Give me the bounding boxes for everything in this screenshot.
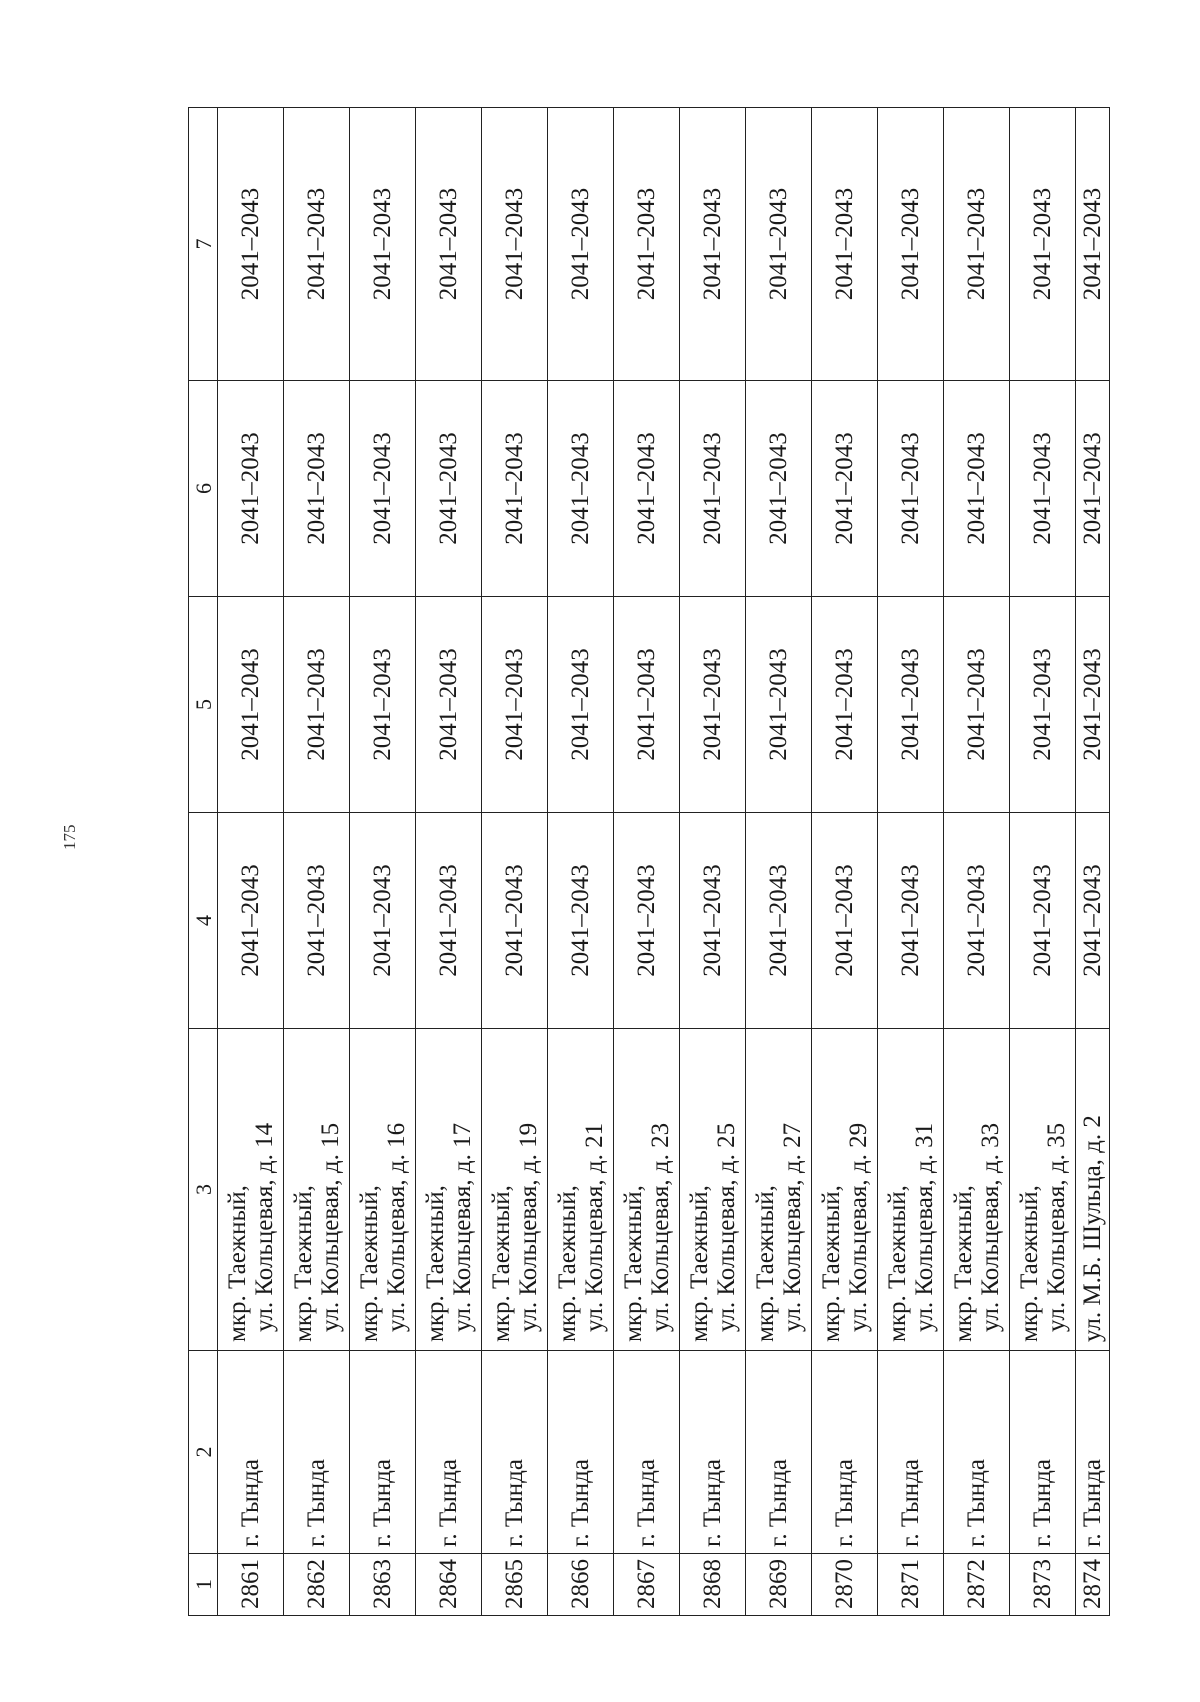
period-cell-7: 2041–2043 (614, 108, 680, 381)
period-cell-5: 2041–2043 (548, 597, 614, 813)
address-line-1: мкр. Таежный, (619, 1185, 647, 1342)
city-cell: г. Тында (944, 1351, 1010, 1554)
address-line-1: мкр. Таежный, (751, 1185, 779, 1342)
period-cell-5: 2041–2043 (1076, 597, 1110, 813)
header-cell-7: 7 (189, 108, 218, 381)
address-line-1: мкр. Таежный, (1015, 1185, 1043, 1342)
address-line-2: ул. Кольцевая, д. 27 (778, 1122, 806, 1332)
city-cell: г. Тында (614, 1351, 680, 1554)
period-cell-7: 2041–2043 (812, 108, 878, 381)
city-cell: г. Тында (548, 1351, 614, 1554)
period-cell-7: 2041–2043 (746, 108, 812, 381)
address-line-1: мкр. Таежный, (487, 1185, 515, 1342)
table-header (189, 108, 218, 1616)
row-number-cell: 2862 (284, 1554, 350, 1616)
period-cell-7: 2041–2043 (680, 108, 746, 381)
data-table-container (188, 108, 1110, 1616)
period-cell-6: 2041–2043 (350, 381, 416, 597)
address-line-1: мкр. Таежный, (685, 1185, 713, 1342)
period-cell-6: 2041–2043 (482, 381, 548, 597)
address-line-1: мкр. Таежный, (421, 1185, 449, 1342)
period-cell-4: 2041–2043 (878, 813, 944, 1029)
city-cell: г. Тында (680, 1351, 746, 1554)
row-number-cell: 2874 (1076, 1554, 1110, 1616)
period-cell-4: 2041–2043 (944, 813, 1010, 1029)
period-cell-5: 2041–2043 (350, 597, 416, 813)
period-cell-4: 2041–2043 (746, 813, 812, 1029)
row-number-cell: 2865 (482, 1554, 548, 1616)
header-cell-4: 4 (189, 813, 218, 1029)
period-cell-5: 2041–2043 (944, 597, 1010, 813)
table-row (746, 108, 812, 1616)
address-line-2: ул. Кольцевая, д. 33 (976, 1122, 1004, 1332)
row-number-cell: 2869 (746, 1554, 812, 1616)
row-number-cell: 2863 (350, 1554, 416, 1616)
period-cell-5: 2041–2043 (614, 597, 680, 813)
header-cell-5: 5 (189, 597, 218, 813)
header-cell-3: 3 (189, 1029, 218, 1351)
city-cell: г. Тында (416, 1351, 482, 1554)
city-cell: г. Тында (812, 1351, 878, 1554)
period-cell-4: 2041–2043 (614, 813, 680, 1029)
period-cell-6: 2041–2043 (614, 381, 680, 597)
address-line-1: ул. М.Б. Шульца, д. 2 (1079, 1115, 1107, 1342)
period-cell-7: 2041–2043 (482, 108, 548, 381)
period-cell-6: 2041–2043 (878, 381, 944, 597)
period-cell-5: 2041–2043 (1010, 597, 1076, 813)
row-number-cell: 2866 (548, 1554, 614, 1616)
address-cell (350, 1029, 416, 1351)
period-cell-7: 2041–2043 (1010, 108, 1076, 381)
period-cell-6: 2041–2043 (416, 381, 482, 597)
page-number: 175 (60, 824, 79, 850)
period-cell-4: 2041–2043 (548, 813, 614, 1029)
address-cell (1010, 1029, 1076, 1351)
period-cell-5: 2041–2043 (284, 597, 350, 813)
address-cell (812, 1029, 878, 1351)
period-cell-6: 2041–2043 (812, 381, 878, 597)
period-cell-6: 2041–2043 (548, 381, 614, 597)
row-number-cell: 2867 (614, 1554, 680, 1616)
row-number-cell: 2861 (218, 1554, 284, 1616)
address-cell (548, 1029, 614, 1351)
address-cell (482, 1029, 548, 1351)
city-cell: г. Тында (1010, 1351, 1076, 1554)
city-cell: г. Тында (746, 1351, 812, 1554)
period-cell-4: 2041–2043 (1010, 813, 1076, 1029)
address-cell (218, 1029, 284, 1351)
table-body (218, 108, 1110, 1616)
period-cell-4: 2041–2043 (350, 813, 416, 1029)
header-cell-2: 2 (189, 1351, 218, 1554)
address-line-2: ул. Кольцевая, д. 14 (250, 1122, 278, 1332)
period-cell-4: 2041–2043 (812, 813, 878, 1029)
address-cell (614, 1029, 680, 1351)
address-line-2: ул. Кольцевая, д. 19 (514, 1122, 542, 1332)
period-cell-4: 2041–2043 (482, 813, 548, 1029)
table-row (548, 108, 614, 1616)
address-cell (944, 1029, 1010, 1351)
table-row (878, 108, 944, 1616)
address-line-2: ул. Кольцевая, д. 25 (712, 1122, 740, 1332)
period-cell-7: 2041–2043 (284, 108, 350, 381)
period-cell-6: 2041–2043 (1076, 381, 1110, 597)
period-cell-5: 2041–2043 (812, 597, 878, 813)
period-cell-4: 2041–2043 (218, 813, 284, 1029)
address-line-1: мкр. Таежный, (289, 1185, 317, 1342)
address-line-2: ул. Кольцевая, д. 35 (1042, 1122, 1070, 1332)
period-cell-7: 2041–2043 (548, 108, 614, 381)
header-cell-1: 1 (189, 1554, 218, 1616)
period-cell-5: 2041–2043 (218, 597, 284, 813)
header-row (189, 108, 218, 1616)
address-line-1: мкр. Таежный, (949, 1185, 977, 1342)
address-cell (878, 1029, 944, 1351)
row-number-cell: 2872 (944, 1554, 1010, 1616)
address-cell (416, 1029, 482, 1351)
address-line-2: ул. Кольцевая, д. 31 (910, 1122, 938, 1332)
period-cell-5: 2041–2043 (416, 597, 482, 813)
period-cell-5: 2041–2043 (680, 597, 746, 813)
city-cell: г. Тында (482, 1351, 548, 1554)
row-number-cell: 2873 (1010, 1554, 1076, 1616)
table-row (218, 108, 284, 1616)
period-cell-6: 2041–2043 (944, 381, 1010, 597)
row-number-cell: 2871 (878, 1554, 944, 1616)
city-cell: г. Тында (1076, 1351, 1110, 1554)
header-cell-6: 6 (189, 381, 218, 597)
address-line-2: ул. Кольцевая, д. 17 (448, 1122, 476, 1332)
period-cell-7: 2041–2043 (944, 108, 1010, 381)
period-cell-6: 2041–2043 (746, 381, 812, 597)
address-line-1: мкр. Таежный, (223, 1185, 251, 1342)
table-row (1010, 108, 1076, 1616)
period-cell-7: 2041–2043 (416, 108, 482, 381)
address-line-1: мкр. Таежный, (883, 1185, 911, 1342)
period-cell-7: 2041–2043 (878, 108, 944, 381)
period-cell-5: 2041–2043 (482, 597, 548, 813)
data-table (188, 107, 1110, 1616)
period-cell-6: 2041–2043 (680, 381, 746, 597)
period-cell-7: 2041–2043 (1076, 108, 1110, 381)
row-number-cell: 2868 (680, 1554, 746, 1616)
period-cell-6: 2041–2043 (1010, 381, 1076, 597)
table-row (416, 108, 482, 1616)
period-cell-4: 2041–2043 (284, 813, 350, 1029)
address-line-2: ул. Кольцевая, д. 21 (580, 1122, 608, 1332)
address-line-2: ул. Кольцевая, д. 23 (646, 1122, 674, 1332)
period-cell-6: 2041–2043 (218, 381, 284, 597)
table-row (680, 108, 746, 1616)
address-line-2: ул. Кольцевая, д. 16 (382, 1122, 410, 1332)
period-cell-7: 2041–2043 (218, 108, 284, 381)
city-cell: г. Тында (350, 1351, 416, 1554)
period-cell-6: 2041–2043 (284, 381, 350, 597)
period-cell-4: 2041–2043 (416, 813, 482, 1029)
address-cell (1076, 1029, 1110, 1351)
table-row (812, 108, 878, 1616)
address-line-1: мкр. Таежный, (553, 1185, 581, 1342)
city-cell: г. Тында (218, 1351, 284, 1554)
city-cell: г. Тында (878, 1351, 944, 1554)
address-line-1: мкр. Таежный, (817, 1185, 845, 1342)
address-cell (680, 1029, 746, 1351)
table-row (1076, 108, 1110, 1616)
city-cell: г. Тында (284, 1351, 350, 1554)
table-row (614, 108, 680, 1616)
address-line-2: ул. Кольцевая, д. 15 (316, 1122, 344, 1332)
period-cell-4: 2041–2043 (680, 813, 746, 1029)
row-number-cell: 2870 (812, 1554, 878, 1616)
address-cell (284, 1029, 350, 1351)
period-cell-4: 2041–2043 (1076, 813, 1110, 1029)
table-row (284, 108, 350, 1616)
table-row (482, 108, 548, 1616)
row-number-cell: 2864 (416, 1554, 482, 1616)
period-cell-5: 2041–2043 (878, 597, 944, 813)
address-cell (746, 1029, 812, 1351)
period-cell-5: 2041–2043 (746, 597, 812, 813)
address-line-2: ул. Кольцевая, д. 29 (844, 1122, 872, 1332)
address-line-1: мкр. Таежный, (355, 1185, 383, 1342)
period-cell-7: 2041–2043 (350, 108, 416, 381)
table-row (350, 108, 416, 1616)
table-row (944, 108, 1010, 1616)
